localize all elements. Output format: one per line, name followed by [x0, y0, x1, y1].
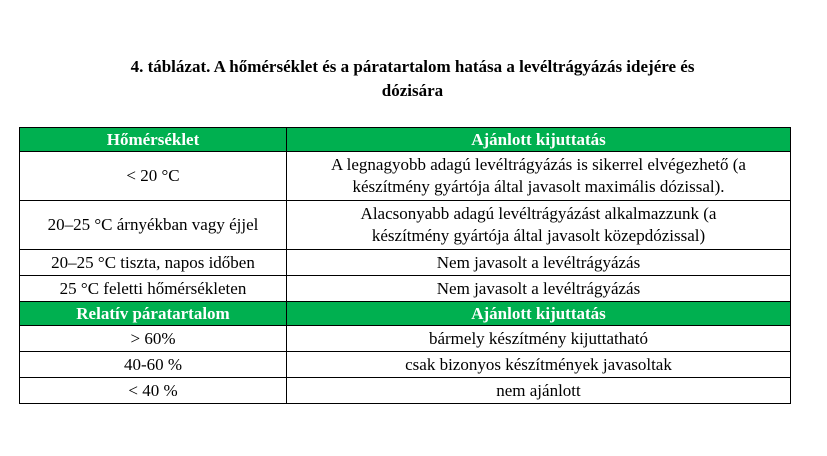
header-cell-recommended-application: Ajánlott kijuttatás [287, 128, 791, 152]
table-caption [40, 55, 785, 103]
table-cell-recommendation [287, 152, 791, 201]
table-row [20, 352, 791, 378]
table-cell-condition: 25 °C feletti hőmérsékleten [20, 276, 287, 302]
recommendation-line: Alacsonyabb adagú levéltrágyázást alkalmazzunk (a [360, 204, 717, 223]
table-row [20, 326, 791, 352]
recommendation-line: készítmény gyártója által javasolt maximális dózissal). [352, 177, 725, 196]
table-cell-condition: < 20 °C [20, 152, 287, 201]
data-table [19, 127, 791, 404]
header-cell-temperature: Hőmérséklet [20, 128, 287, 152]
table-cell-recommendation [287, 201, 791, 250]
table-row [20, 201, 791, 250]
table-cell-recommendation: bármely készítmény kijuttatható [287, 326, 791, 352]
table-caption-line-2: dózisára [381, 81, 444, 100]
recommendation-line: A legnagyobb adagú levéltrágyázás is sikerrel elvégezhető (a [331, 155, 746, 174]
table-cell-condition: < 40 % [20, 378, 287, 404]
table-cell-recommendation: Nem javasolt a levéltrágyázás [287, 276, 791, 302]
table-row [20, 276, 791, 302]
table-cell-recommendation: nem ajánlott [287, 378, 791, 404]
table-row [20, 378, 791, 404]
header-cell-recommended-application: Ajánlott kijuttatás [287, 302, 791, 326]
table-row [20, 250, 791, 276]
table-cell-condition: > 60% [20, 326, 287, 352]
table-row [20, 152, 791, 201]
table-header-row-temperature [20, 128, 791, 152]
recommendation-line: készítmény gyártója által javasolt közepdózissal) [371, 226, 706, 245]
table-cell-condition: 20–25 °C árnyékban vagy éjjel [20, 201, 287, 250]
table-cell-condition: 20–25 °C tiszta, napos időben [20, 250, 287, 276]
table-caption-line-1: 4. táblázat. A hőmérséklet és a páratartalom hatása a levéltrágyázás idejére és [130, 57, 695, 76]
table-cell-recommendation: Nem javasolt a levéltrágyázás [287, 250, 791, 276]
table-header-row-humidity [20, 302, 791, 326]
header-cell-relative-humidity: Relatív páratartalom [20, 302, 287, 326]
table-cell-condition: 40-60 % [20, 352, 287, 378]
table-cell-recommendation: csak bizonyos készítmények javasoltak [287, 352, 791, 378]
